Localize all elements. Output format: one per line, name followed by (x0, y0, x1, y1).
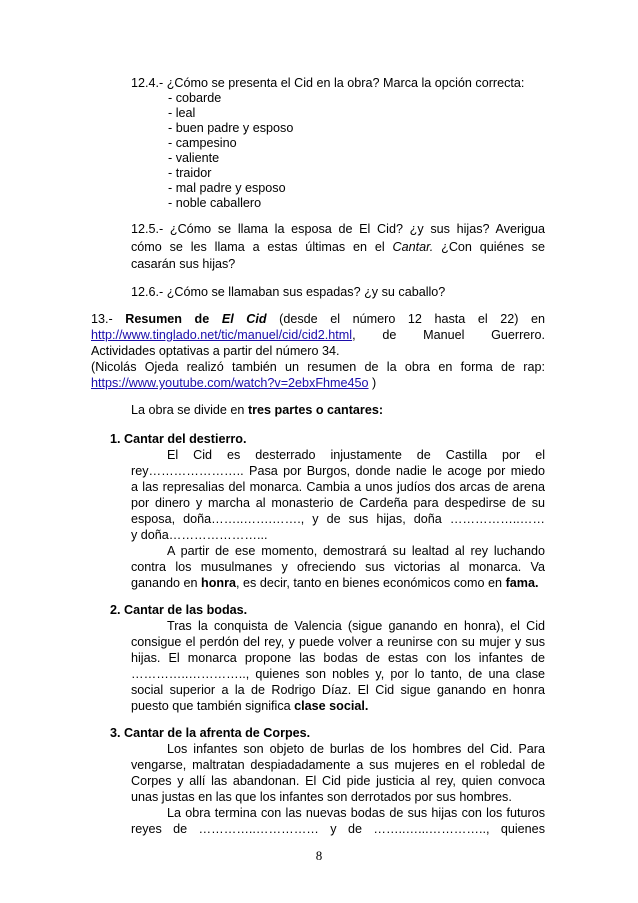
part1-line9: ganando en honra, es decir, tanto en bienes económicos como en fama. (131, 576, 539, 590)
part2-line1: Tras la conquista de Valencia (sigue ganando en honra), el Cid (167, 619, 545, 633)
option-item: - campesino (168, 136, 237, 150)
option-item: - valiente (168, 151, 220, 165)
part3-title: 3. Cantar de la afrenta de Corpes. (110, 726, 311, 740)
part1-line2: rey………………….. Pasa por Burgos, donde nadie le acoge por miedo (131, 464, 545, 478)
part3-line3: Corpes y allí las abandonan. El Cid pide justicia al rey, quien convoca (131, 774, 545, 788)
option-item: - cobarde (168, 91, 222, 105)
cantar-title: Cantar. (392, 240, 434, 254)
part1-line5: esposa, doña……..…….……., y de sus hijas, doña ……………..…… (131, 512, 545, 526)
question-13-line3: Actividades optativas a partir del número 34. (91, 344, 340, 358)
part2-line3: hijas. El monarca propone las bodas de estas con los infantes de (131, 651, 545, 665)
part3-line4: unas justas en las que los infantes son derrotados por sus hombres. (131, 790, 512, 804)
option-item: - buen padre y esposo (168, 121, 294, 135)
page-number: 8 (315, 848, 323, 863)
part2-line2: consigue el perdón del rey, y puede volver a reunirse con su mujer y sus (131, 635, 545, 649)
question-13-line4: (Nicolás Ojeda realizó también un resumen de la obra en forma de rap: (91, 360, 545, 374)
division-intro: La obra se divide en tres partes o cantares: (131, 403, 384, 417)
question-12-5-line1: 12.5.- ¿Cómo se llama la esposa de El Cid? ¿y sus hijas? Averigua (131, 222, 545, 236)
part2-line6: puesto que también significa clase social. (131, 699, 369, 713)
question-13-line1: 13.- Resumen de El Cid (desde el número 12 hasta el 22) en (91, 312, 546, 326)
question-12-4: 12.4.- ¿Cómo se presenta el Cid en la obra? Marca la opción correcta: (131, 76, 525, 90)
option-item: - mal padre y esposo (168, 181, 286, 195)
part3-line2: vengarse, maltratan despiadadamente a sus mujeres en el robledal de (131, 758, 545, 772)
part2-line4: …………..………….., quienes son nobles y, por lo tanto, de una clase (131, 667, 545, 681)
part2-title: 2. Cantar de las bodas. (110, 603, 248, 617)
youtube-rap-link[interactable]: https://www.youtube.com/watch?v=2ebxFhme45o (91, 376, 369, 390)
option-item: - traidor (168, 166, 212, 180)
part1-line3: a las represalias del monarca. Cambia a unos judíos dos arcas de arena (131, 480, 545, 494)
part1-line8: contra los musulmanes y ofreciendo sus victorias al monarca. Va (131, 560, 545, 574)
part3-line6: reyes de …………..…………… y de ……..…...………….., quienes (131, 822, 545, 836)
option-item: - leal (168, 106, 196, 120)
part2-line5: social superior a la de Rodrigo Díaz. El Cid sigue ganando en honra (131, 683, 545, 697)
part3-line5: La obra termina con las nuevas bodas de sus hijas con los futuros (167, 806, 545, 820)
part1-line4: por dinero y marcha al monasterio de Cardeña para despedirse de su (131, 496, 545, 510)
part1-line7: A partir de ese momento, demostrará su lealtad al rey luchando (167, 544, 545, 558)
question-12-5-line2: cómo se les llama a estas últimas en el Cantar. ¿Con quiénes se (131, 240, 545, 254)
question-13-line2: http://www.tinglado.net/tic/manuel/cid/cid2.html, de Manuel Guerrero. (91, 328, 545, 342)
part1-title: 1. Cantar del destierro. (110, 432, 247, 446)
part1-line1: El Cid es desterrado injustamente de Castilla por el (167, 448, 545, 462)
part1-line6: y doña…………………... (131, 528, 268, 542)
question-13-line5: https://www.youtube.com/watch?v=2ebxFhme45o ) (91, 376, 377, 390)
question-12-6: 12.6.- ¿Cómo se llamaban sus espadas? ¿y su caballo? (131, 285, 446, 299)
part3-line1: Los infantes son objeto de burlas de los hombres del Cid. Para (167, 742, 545, 756)
option-item: - noble caballero (168, 196, 262, 210)
question-12-5-line3: casarán sus hijas? (131, 257, 236, 271)
cid-summary-link[interactable]: http://www.tinglado.net/tic/manuel/cid/cid2.html (91, 328, 353, 342)
